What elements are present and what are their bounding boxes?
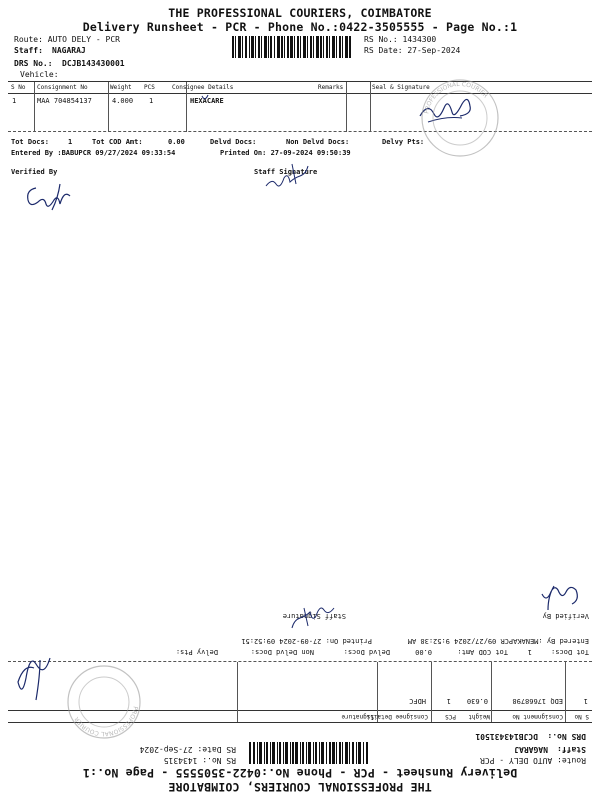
col-divider <box>377 662 378 722</box>
col-consignment: Consignment No <box>512 713 563 720</box>
printed-on: Printed On: 27-09-2024 09:50:39 <box>220 149 351 157</box>
drs-label: DRS No.: <box>547 732 586 741</box>
staff-signature <box>262 160 322 194</box>
row-sno: 1 <box>583 697 588 705</box>
col-signature: Signature <box>341 713 374 720</box>
staff-name: NAGARAJ <box>52 46 86 55</box>
staff-signature-label: Staff Signature <box>282 612 346 620</box>
col-pcs: PCS <box>144 84 155 91</box>
verified-by-label: Verified By <box>542 612 589 620</box>
seal-stamp <box>418 76 502 160</box>
entered-by: Entered By :BABUPCR 09/27/2024 09:33:54 <box>11 149 176 157</box>
svg-text:PROFESSIONAL COURIER: PROFESSIONAL COURIER <box>423 80 489 115</box>
row-weight: 4.000 <box>112 97 134 105</box>
runsheet-heading: Delivery Runsheet - PCR - Phone No.:0422-3505555 - Page No.:1 <box>82 766 518 780</box>
staff-label: Staff: <box>14 46 43 55</box>
col-remarks: Remarks <box>318 84 344 91</box>
non-delvd-docs-label: Non Delvd Docs: <box>286 138 350 146</box>
runsheet-heading: Delivery Runsheet - PCR - Phone No.:0422-3505555 - Page No.:1 <box>82 20 518 34</box>
signature-scribble <box>10 648 60 708</box>
tot-cod-value: 0.00 <box>168 138 185 146</box>
row-weight: 0.630 <box>466 697 488 705</box>
staff-signature <box>278 600 338 630</box>
col-divider <box>491 662 492 722</box>
company-title: THE PROFESSIONAL COURIERS, COIMBATORE <box>168 6 432 20</box>
col-sno: S No <box>574 713 589 720</box>
row-pcs: 1 <box>446 697 451 705</box>
staff-name: NAGARAJ <box>514 745 548 754</box>
col-seal-signature: Seal & Signature <box>372 84 430 91</box>
col-pcs: PCS <box>445 713 456 720</box>
row-consignment: EDQ 17668798 <box>512 697 563 705</box>
delvd-docs-label: Delvd Docs: <box>210 138 257 146</box>
col-divider <box>431 662 432 722</box>
route-label: Route: AUTO DELY - PCR <box>480 756 586 765</box>
tot-cod-label: Tot COD Amt: <box>457 648 508 656</box>
col-weight: Weight <box>468 713 490 720</box>
rs-number: RS No.: 1434300 <box>364 35 437 44</box>
vehicle-label: Vehicle: <box>20 70 59 79</box>
handwritten-mark <box>180 92 210 110</box>
col-consignee: Consignee Details <box>172 84 234 91</box>
tot-docs-value: 1 <box>68 138 73 146</box>
rs-number: RS No.: 1434315 <box>163 756 236 765</box>
col-consignee: Consignee Details <box>366 713 428 720</box>
header-rule <box>8 93 592 94</box>
row-consignee: HDFC <box>409 697 426 705</box>
delvy-pts-label: Delvy Pts: <box>175 648 218 656</box>
row-consignment: MAA 704854137 <box>37 97 92 105</box>
tot-docs-value: 1 <box>527 648 532 656</box>
row-consignee: HEXACARE <box>190 97 224 105</box>
col-consignment: Consignment No <box>37 84 88 91</box>
drs-label: DRS No.: <box>14 59 53 68</box>
row-pcs: 1 <box>149 97 154 105</box>
seal-stamp <box>64 662 144 742</box>
printed-on: Printed On: 27-09-2024 09:52:51 <box>241 637 372 645</box>
delvy-pts-label: Delvy Pts: <box>382 138 425 146</box>
runsheet-bottom <box>0 400 600 800</box>
tot-cod-label: Tot COD Amt: <box>92 138 143 146</box>
delvd-docs-label: Delvd Docs: <box>343 648 390 656</box>
tot-cod-value: 0.00 <box>415 648 432 656</box>
table-bottom-rule <box>8 131 592 132</box>
col-divider <box>370 82 371 132</box>
svg-text:PROFESSIONAL COURIER: PROFESSIONAL COURIER <box>73 705 139 738</box>
staff-label: Staff: <box>557 745 586 754</box>
company-title: THE PROFESSIONAL COURIERS, COIMBATORE <box>168 780 432 794</box>
barcode <box>248 742 368 764</box>
col-weight: Weight <box>110 84 132 91</box>
drs-number: DCJB143430001 <box>62 59 125 68</box>
staff-signature-label: Staff Signature <box>254 168 318 176</box>
verified-by-label: Verified By <box>11 168 58 176</box>
drs-number: DCJB143431501 <box>475 732 538 741</box>
rs-date: RS Date: 27-Sep-2024 <box>139 745 236 754</box>
col-divider <box>34 82 35 132</box>
route-label: Route: AUTO DELY - PCR <box>14 35 120 44</box>
tot-docs-label: Tot Docs: <box>11 138 49 146</box>
row-sno: 1 <box>12 97 17 105</box>
non-delvd-docs-label: Non Delvd Docs: <box>250 648 314 656</box>
entered-by: Entered By :MENAKAPCR 09/27/2024 9:52:38 AM <box>407 637 589 645</box>
verified-signature <box>16 176 88 216</box>
verified-signature <box>524 580 584 614</box>
col-divider <box>346 82 347 132</box>
rs-date: RS Date: 27-Sep-2024 <box>364 46 461 55</box>
table-top-rule <box>8 81 592 82</box>
tot-docs-label: Tot Docs: <box>551 648 589 656</box>
barcode <box>232 36 352 58</box>
col-sno: S No <box>11 84 26 91</box>
col-divider <box>237 662 238 722</box>
col-divider <box>108 82 109 132</box>
col-divider <box>565 662 566 722</box>
